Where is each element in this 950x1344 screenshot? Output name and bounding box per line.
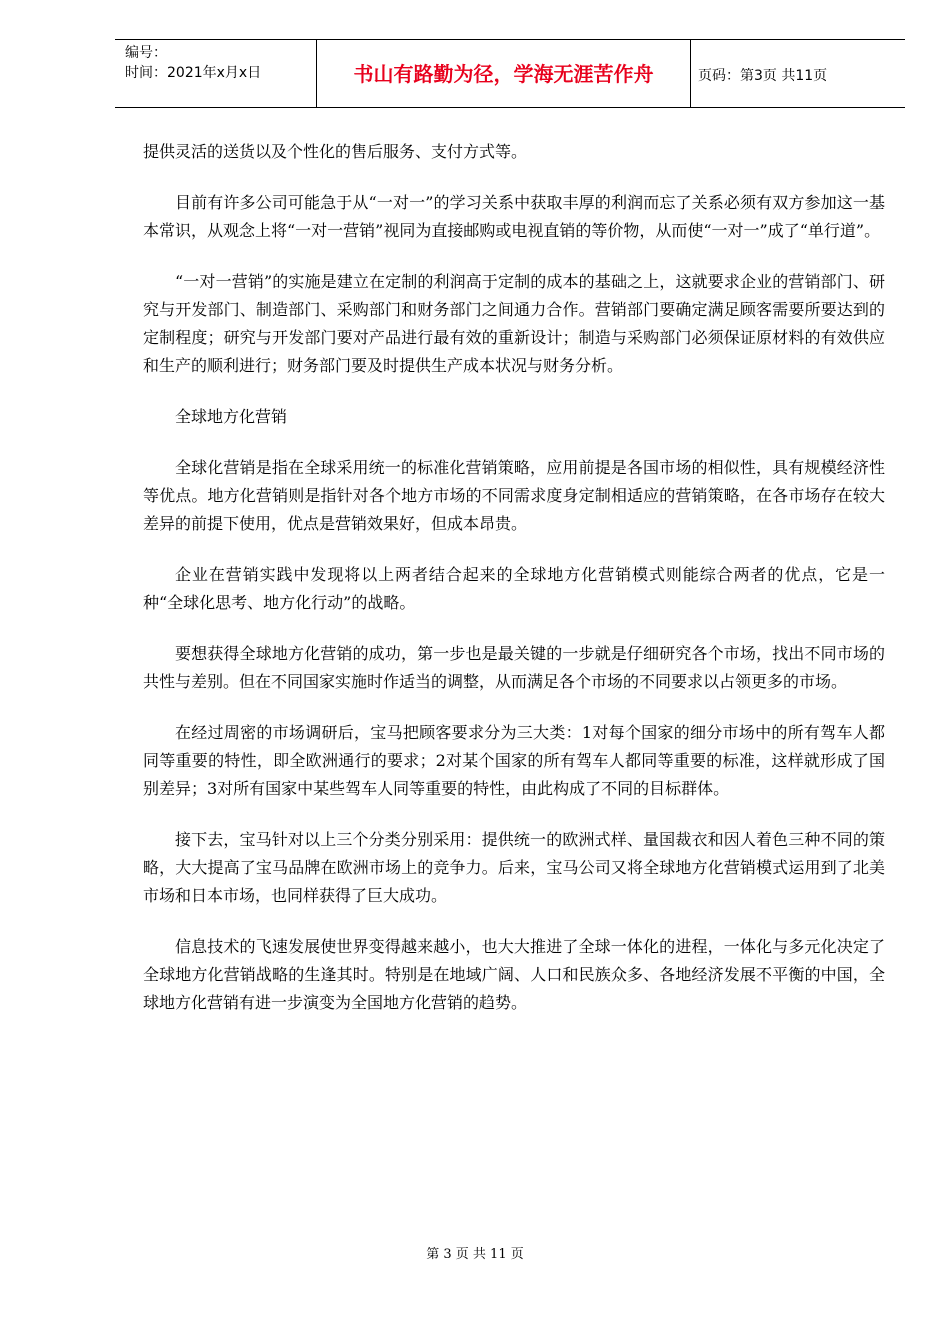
paragraph: 全球化营销是指在全球采用统一的标准化营销策略，应用前提是各国市场的相似性，具有规模经济性等优点。地方化营销则是指针对各个地方市场的不同需求度身定制相适应的营销策略，在各市场存在较大差异的前提下使用，优点是营销效果好，但成本昂贵。: [143, 458, 885, 533]
paragraph: 在经过周密的市场调研后，宝马把顾客要求分为三大类：1对每个国家的细分市场中的所有驾车人都同等重要的特性，即全欧洲通行的要求；2对某个国家的所有驾车人都同等重要的标准，这样就形成了国别差异；3对所有国家中某些驾车人同等重要的特性，由此构成了不同的目标群体。: [143, 723, 885, 798]
header-meta: [125, 43, 261, 83]
paragraph: 接下去，宝马针对以上三个分类分别采用：提供统一的欧洲式样、量国裁衣和因人着色三种不同的策略，大大提高了宝马品牌在欧洲市场上的竞争力。后来，宝马公司又将全球地方化营销模式运用到了北美市场和日本市场，也同样获得了巨大成功。: [143, 830, 885, 905]
paragraph: 提供灵活的送货以及个性化的售后服务、支付方式等。: [143, 142, 528, 161]
paragraph: “一对一营销”的实施是建立在定制的利润高于定制的成本的基础之上，这就要求企业的营销部门、研究与开发部门、制造部门、采购部门和财务部门之间通力合作。营销部门要确定满足顾客需要所要达到的定制程度；研究与开发部门要对产品进行最有效的重新设计；制造与采购部门必须保证原材料的有效供应和生产的顺利进行；财务部门要及时提供生产成本状况与财务分析。: [143, 272, 885, 375]
page-footer: [0, 1246, 950, 1264]
paragraph: 目前有许多公司可能急于从“一对一”的学习关系中获取丰厚的利润而忘了关系必须有双方参加这一基本常识，从观念上将“一对一营销”视同为直接邮购或电视直销的等价物，从而使“一对一”成了“单行道”。: [143, 193, 885, 240]
section-heading: 全球地方化营销: [175, 407, 288, 426]
document-body: [143, 138, 885, 1040]
header-page-code: 页码：第3页 共11页: [698, 68, 828, 84]
code-label: 编号：: [125, 45, 167, 61]
page-header: [115, 39, 905, 108]
paragraph: 要想获得全球地方化营销的成功，第一步也是最关键的一步就是仔细研究各个市场，找出不同市场的共性与差别。但在不同国家实施时作适当的调整，从而满足各个市场的不同要求以占领更多的市场。: [143, 644, 885, 691]
paragraph: 企业在营销实践中发现将以上两者结合起来的全球地方化营销模式则能综合两者的优点，它是一种“全球化思考、地方化行动”的战略。: [143, 565, 885, 612]
footer-page-number: 第 3 页 共 11 页: [426, 1247, 524, 1262]
time-label: 时间：2021年x月x日: [125, 65, 262, 81]
paragraph: 信息技术的飞速发展使世界变得越来越小，也大大推进了全球一体化的进程，一体化与多元化决定了全球地方化营销战略的生逢其时。特别是在地域广阔、人口和民族众多、各地经济发展不平衡的中国，全球地方化营销有进一步演变为全国地方化营销的趋势。: [143, 937, 885, 1012]
header-divider-right: [690, 40, 691, 108]
header-motto: 书山有路勤为径，学海无涯苦作舟: [353, 62, 654, 86]
